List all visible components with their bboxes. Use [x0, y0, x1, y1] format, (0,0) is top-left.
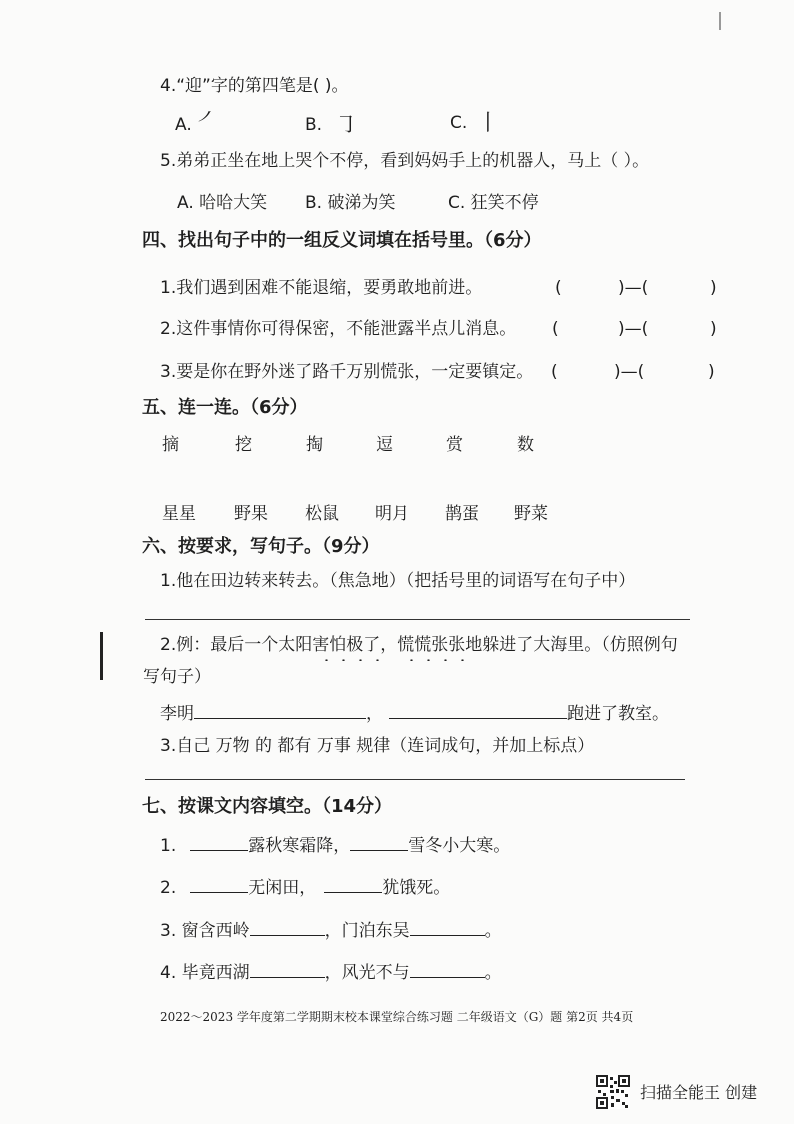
sec4-bracket-mid-1: )—(	[618, 278, 649, 298]
section-7-heading: 七、按课文内容填空。（14分）	[142, 796, 393, 817]
sec6-q2-dotted-2: 慌慌张张	[397, 635, 466, 655]
watermark-text: 扫描全能王 创建	[640, 1083, 758, 1102]
sec7-l3-end: 。	[484, 921, 502, 941]
sec5-verb: 掏	[306, 435, 323, 455]
sec5-verb: 数	[517, 435, 534, 455]
sec7-l4-start: 4. 毕竟西湖	[160, 963, 250, 983]
sec4-bracket-close-2: )	[710, 319, 717, 339]
sec5-noun: 野果	[234, 504, 268, 524]
sec4-bracket-open-2: (	[552, 319, 559, 339]
sec7-line-3	[160, 919, 502, 942]
sec6-q3: 3.自己 万物 的 都有 万事 规律（连词成句，并加上标点）	[160, 736, 595, 756]
sec4-item-1: 1.我们遇到困难不能退缩，要勇敢地前进。	[160, 278, 483, 298]
margin-mark	[100, 632, 103, 680]
fill-blank[interactable]	[410, 919, 485, 936]
q4-option-a-stroke: ㇒	[197, 109, 220, 134]
q4-option-c-stroke: 丨	[477, 111, 500, 136]
sec5-verb: 挖	[235, 435, 252, 455]
sec4-item-2: 2.这件事情你可得保密，不能泄露半点儿消息。	[160, 319, 517, 339]
sec5-verb: 赏	[446, 435, 463, 455]
sec7-line-1	[160, 834, 510, 857]
sec7-l3-start: 3. 窗含西岭	[160, 921, 250, 941]
scan-mark	[719, 12, 721, 30]
section-5-heading: 五、连一连。（6分）	[142, 397, 308, 418]
answer-line[interactable]	[145, 619, 690, 620]
fill-blank[interactable]	[350, 834, 408, 851]
q5-option-b: B. 破涕为笑	[305, 193, 396, 213]
sec5-noun: 明月	[375, 504, 409, 524]
q4-option-b-letter: B.	[305, 115, 323, 135]
sec4-bracket-close-1: )	[710, 278, 717, 298]
sec5-noun: 星星	[162, 504, 196, 524]
sec5-noun: 松鼠	[305, 504, 339, 524]
sec5-verb: 逗	[376, 435, 393, 455]
fill-blank[interactable]	[250, 919, 325, 936]
page-footer: 2022～2023 学年度第二学期期末校本课堂综合练习题 二年级语文（G）题 第2页 共4页	[160, 1010, 634, 1024]
sec4-bracket-close-3: )	[708, 362, 715, 382]
fill-blank[interactable]	[194, 702, 366, 719]
q4-option-a-letter: A.	[175, 115, 192, 135]
q5-text: 5.弟弟正坐在地上哭个不停，看到妈妈手上的机器人，马上（ ）。	[160, 151, 650, 171]
sec5-noun: 野菜	[514, 504, 548, 524]
sec6-q1: 1.他在田边转来转去。（焦急地）（把括号里的词语写在句子中）	[160, 571, 636, 591]
answer-line[interactable]	[145, 779, 685, 780]
sec7-l1-mid: 露秋寒霜降，	[248, 836, 351, 856]
sec6-q2-prefix: 2.例：最后一个太阳	[160, 635, 313, 655]
q4-text: 4.“迎”字的第四笔是( )。	[160, 76, 349, 96]
sec7-l1-end: 雪冬小大寒。	[408, 836, 511, 856]
q5-option-c: C. 狂笑不停	[448, 193, 539, 213]
sec6-q2-line1	[160, 634, 678, 656]
sec5-noun: 鹊蛋	[445, 504, 479, 524]
sec6-q2-suffix: 地躲进了大海里。（仿照例句	[465, 635, 678, 655]
sec7-line-4	[160, 961, 502, 984]
fill-blank[interactable]	[324, 876, 382, 893]
sec7-l3-mid: ，门泊东吴	[324, 921, 410, 941]
sec4-bracket-open-1: (	[555, 278, 562, 298]
sec7-l4-mid: ，风光不与	[324, 963, 410, 983]
sec6-q2-line2: 写句子）	[143, 667, 211, 687]
fill-blank[interactable]	[190, 876, 248, 893]
sec6-fill-start: 李明	[160, 704, 194, 724]
fill-blank[interactable]	[389, 702, 567, 719]
section-6-heading: 六、按要求，写句子。（9分）	[142, 536, 380, 557]
section-4-heading: 四、找出句子中的一组反义词填在括号里。（6分）	[142, 230, 542, 251]
sec6-fill-comma: ，	[366, 704, 383, 724]
sec6-q2-fill	[160, 702, 669, 725]
sec7-line-2	[160, 876, 450, 899]
q5-option-a: A. 哈哈大笑	[177, 193, 268, 213]
sec7-l1-num: 1.	[160, 836, 177, 856]
sec6-q2-comma: ，	[380, 635, 398, 655]
sec4-bracket-open-3: (	[551, 362, 558, 382]
sec6-q2-dotted-1: 害怕极了	[312, 635, 381, 655]
sec7-l2-num: 2.	[160, 878, 177, 898]
qr-code-icon	[596, 1075, 630, 1109]
fill-blank[interactable]	[250, 961, 325, 978]
sec7-l2-end: 犹饿死。	[382, 878, 451, 898]
sec5-verb: 摘	[162, 435, 179, 455]
q4-option-b-stroke: ㇆	[335, 113, 358, 138]
sec4-bracket-mid-2: )—(	[618, 319, 649, 339]
sec4-bracket-mid-3: )—(	[614, 362, 645, 382]
fill-blank[interactable]	[190, 834, 248, 851]
sec4-item-3: 3.要是你在野外迷了路千万别慌张，一定要镇定。	[160, 362, 534, 382]
q4-option-c-letter: C.	[450, 113, 468, 133]
fill-blank[interactable]	[410, 961, 485, 978]
sec7-l2-mid: 无闲田，	[248, 878, 317, 898]
sec6-fill-end: 跑进了教室。	[567, 704, 669, 724]
sec7-l4-end: 。	[484, 963, 502, 983]
